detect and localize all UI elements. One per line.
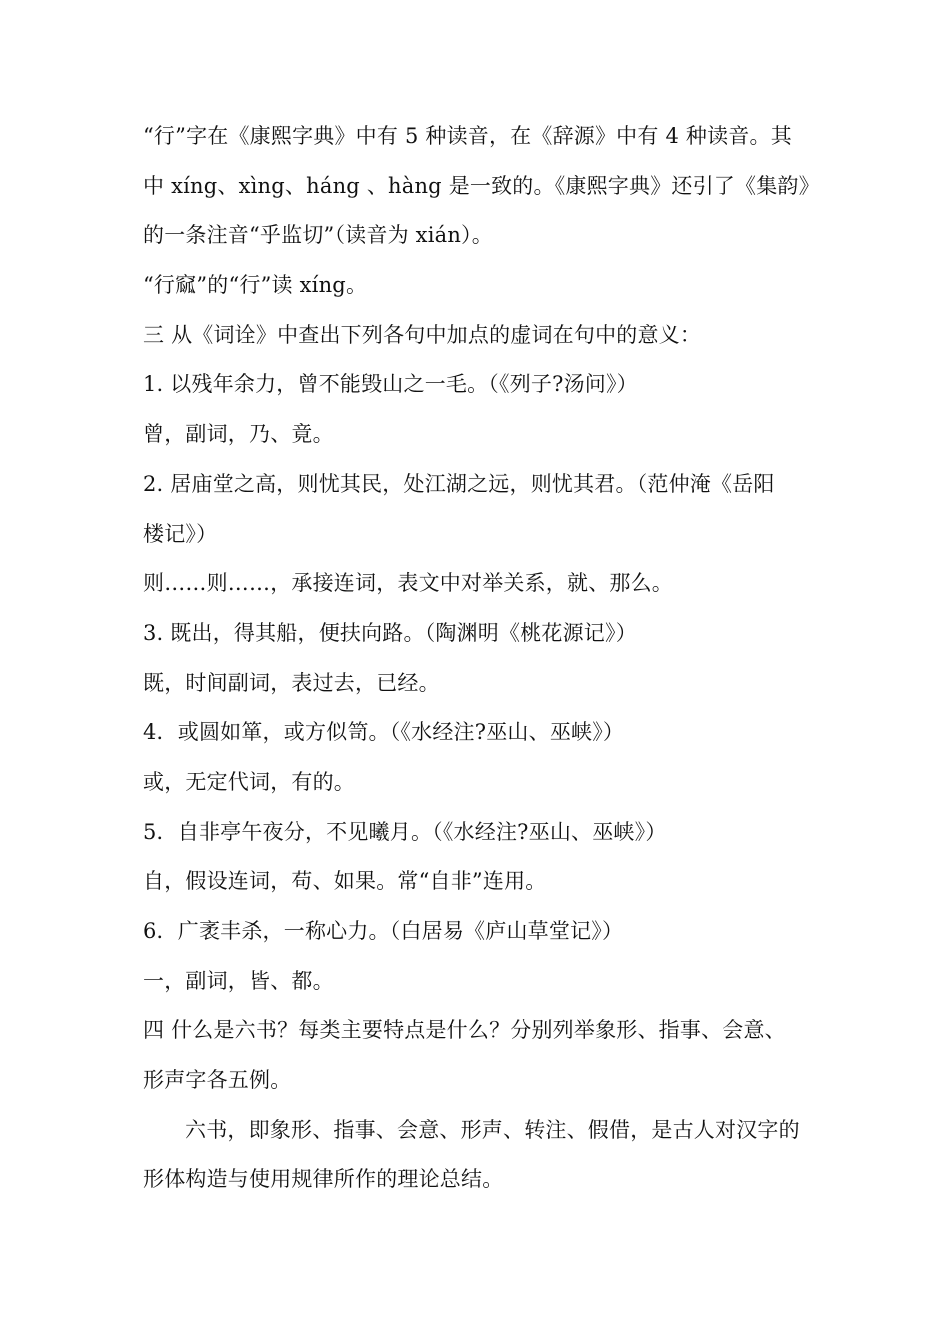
question-3: 3. 既出，得其船，便扶向路。（陶渊明《桃花源记》） <box>143 620 637 645</box>
liushu-paragraph-line-2: 形体构造与使用规律所作的理论总结。 <box>143 1167 504 1192</box>
answer-5: 自，假设连词，苟、如果。常“自非”连用。 <box>143 869 547 894</box>
question-2-continued: 楼记》） <box>143 521 218 546</box>
question-1: 1. 以残年余力，曾不能毁山之一毛。（《列子?汤问》） <box>143 372 638 397</box>
text-line-1: “行”字在《康熙字典》中有 5 种读音，在《辞源》中有 4 种读音。其 <box>143 124 792 148</box>
section-four-heading: 四 什么是六书？每类主要特点是什么？分别列举象形、指事、会意、 <box>143 1018 786 1043</box>
answer-4: 或，无定代词，有的。 <box>143 769 355 794</box>
text-line-4: “行窳”的“行”读 xíng。 <box>143 273 368 298</box>
liushu-paragraph-line-1: 六书，即象形、指事、会意、形声、转注、假借，是古人对汉字的 <box>185 1117 800 1142</box>
answer-2: 则……则……，承接连词，表文中对举关系，就、那么。 <box>143 571 673 596</box>
text-line-2: 中 xíng、xìng、háng 、hàng 是一致的。《康熙字典》还引了《集韵》 <box>143 173 820 198</box>
document-body <box>143 112 820 1205</box>
question-4: 4．或圆如箪，或方似笥。（《水经注?巫山、巫峡》） <box>143 720 625 745</box>
question-2: 2. 居庙堂之高，则忧其民，处江湖之远，则忧其君。（范仲淹《岳阳 <box>143 471 775 496</box>
answer-6: 一，副词，皆、都。 <box>143 968 334 993</box>
answer-1: 曾，副词，乃、竟。 <box>143 422 334 447</box>
section-three-heading: 三 从《词诠》中查出下列各句中加点的虚词在句中的意义： <box>143 322 702 347</box>
section-four-heading-continued: 形声字各五例。 <box>143 1068 292 1093</box>
question-5: 5．自非亭午夜分，不见曦月。（《水经注?巫山、巫峡》） <box>143 819 667 844</box>
answer-3: 既，时间副词，表过去，已经。 <box>143 670 440 695</box>
question-6: 6．广袤丰杀，一称心力。（白居易《庐山草堂记》） <box>143 919 624 943</box>
text-line-3: 的一条注音“乎监切”（读音为 xián）。 <box>143 223 493 248</box>
